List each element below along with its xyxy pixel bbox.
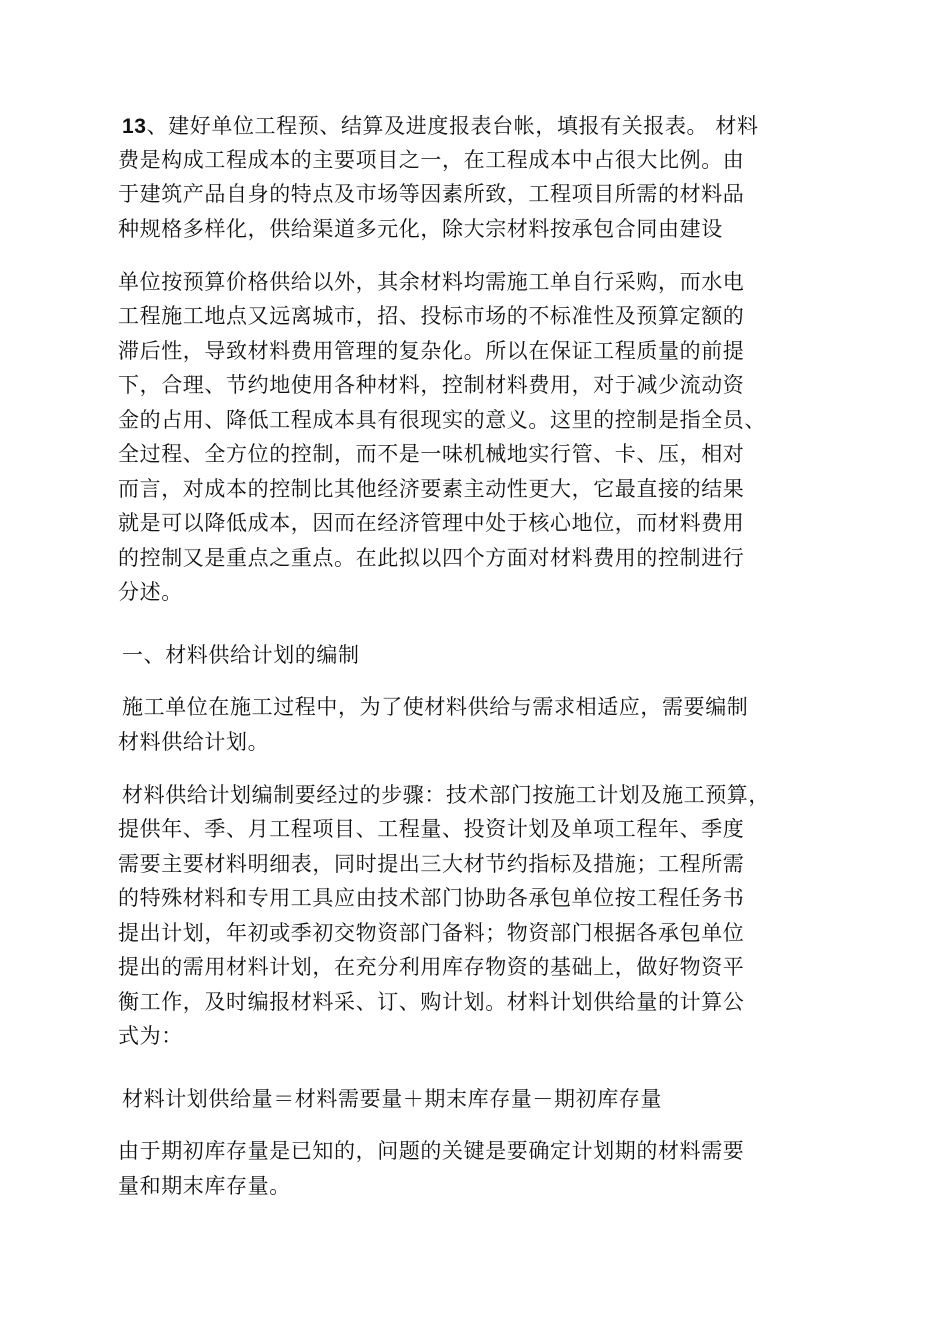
paragraph-4-line-8: 式为： xyxy=(118,1024,183,1048)
paragraph-1-line-4: 种规格多样化，供给渠道多元化，除大宗材料按承包合同由建设 xyxy=(118,217,723,241)
paragraph-2-line-3: 滞后性，导致材料费用管理的复杂化。所以在保证工程质量的前提 xyxy=(118,339,745,363)
paragraph-2-line-5: 金的占用、降低工程成本具有很现实的意义。这里的控制是指全员、 xyxy=(118,408,766,432)
formula-line: 材料计划供给量＝材料需要量＋期末库存量－期初库存量 xyxy=(122,1087,662,1111)
paragraph-3-line-1: 施工单位在施工过程中，为了使材料供给与需求相适应，需要编制 xyxy=(122,695,749,719)
item-number: 13 xyxy=(122,115,147,138)
paragraph-4-line-6: 提出的需用材料计划，在充分利用库存物资的基础上，做好物资平 xyxy=(118,955,745,979)
paragraph-4-line-7: 衡工作，及时编报材料采、订、购计划。材料计划供给量的计算公 xyxy=(118,990,745,1014)
paragraph-2-line-1: 单位按预算价格供给以外，其余材料均需施工单自行采购，而水电 xyxy=(118,270,745,294)
paragraph-4-line-1: 材料供给计划编制要经过的步骤：技术部门按施工计划及施工预算， xyxy=(122,783,770,807)
paragraph-5-line-2: 量和期末库存量。 xyxy=(118,1174,291,1198)
paragraph-2-line-9: 的控制又是重点之重点。在此拟以四个方面对材料费用的控制进行 xyxy=(118,546,745,570)
paragraph-4-line-4: 的特殊材料和专用工具应由技术部门协助各承包单位按工程任务书 xyxy=(118,886,745,910)
paragraph-1-line-2: 费是构成工程成本的主要项目之一，在工程成本中占很大比例。由 xyxy=(118,148,745,172)
paragraph-4-line-2: 提供年、季、月工程项目、工程量、投资计划及单项工程年、季度 xyxy=(118,817,745,841)
paragraph-2-line-2: 工程施工地点又远离城市，招、投标市场的不标准性及预算定额的 xyxy=(118,304,745,328)
paragraph-3-line-2: 材料供给计划。 xyxy=(118,730,270,754)
paragraph-1-line-1-text: 、建好单位工程预、结算及进度报表台帐，填报有关报表。 材料 xyxy=(146,114,759,138)
paragraph-2-line-8: 就是可以降低成本，因而在经济管理中处于核心地位，而材料费用 xyxy=(118,511,745,535)
paragraph-4-line-5: 提出计划，年初或季初交物资部门备料；物资部门根据各承包单位 xyxy=(118,921,745,945)
paragraph-4-line-3: 需要主要材料明细表，同时提出三大材节约指标及措施；工程所需 xyxy=(118,852,745,876)
paragraph-1-line-1 xyxy=(122,112,759,141)
paragraph-2-line-4: 下，合理、节约地使用各种材料，控制材料费用，对于减少流动资 xyxy=(118,373,745,397)
section-heading: 一、材料供给计划的编制 xyxy=(122,643,360,667)
paragraph-2-line-7: 而言，对成本的控制比其他经济要素主动性更大，它最直接的结果 xyxy=(118,477,745,501)
paragraph-1-line-3: 于建筑产品自身的特点及市场等因素所致，工程项目所需的材料品 xyxy=(118,182,745,206)
paragraph-2-line-10: 分述。 xyxy=(118,580,183,604)
paragraph-5-line-1: 由于期初库存量是已知的，问题的关键是要确定计划期的材料需要 xyxy=(118,1139,745,1163)
paragraph-2-line-6: 全过程、全方位的控制，而不是一味机械地实行管、卡、压，相对 xyxy=(118,442,745,466)
